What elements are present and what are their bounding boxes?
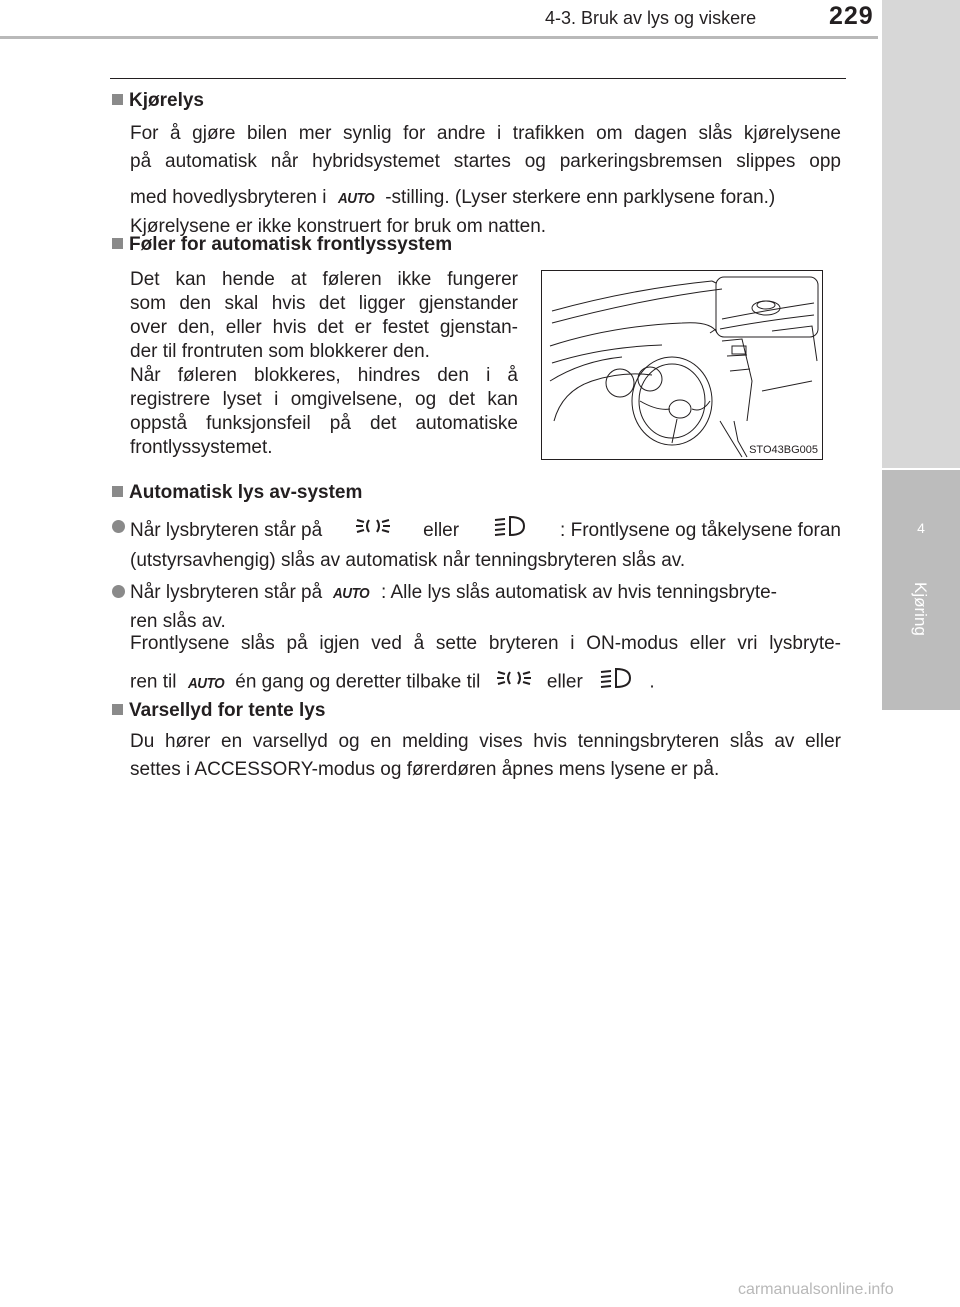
square-bullet-icon — [112, 238, 123, 249]
headlight-icon — [492, 514, 528, 547]
headlight-icon — [598, 666, 634, 699]
content-top-rule — [110, 78, 846, 79]
paragraph-warning: Du hører en varsellyd og en melding vises hvis tenningsbryteren slås av eller settes i ACCESSORY-modus og førerdøren åpnes mens lysene er på. — [130, 731, 841, 780]
header-rule — [0, 36, 878, 39]
round-bullet-icon — [112, 520, 125, 533]
auto-switch-icon: AUTO — [337, 190, 374, 207]
chapter-side-tab — [882, 470, 960, 710]
chapter-number: 4 — [917, 520, 925, 536]
sensor-location-illustration — [541, 270, 823, 460]
round-bullet-icon — [112, 585, 125, 598]
chapter-label: Kjøring — [911, 582, 930, 636]
heading-warning: Varsellyd for tente lys — [112, 700, 325, 722]
figure-code: STO43BG005 — [749, 444, 818, 456]
square-bullet-icon — [112, 486, 123, 497]
tail-light-icon — [496, 667, 532, 698]
paragraph-kjorelys: For å gjøre bilen mer synlig for andre i trafikken om dagen slås kjørelysene på automatisk når hybridsystemet startes og parkeringsbremsen slippes opp med hovedlysbryteren i AUTO -stilling. (Lyser sterkere enn parklysene foran.) Kjørelysene er ikke konstruert for bruk om natten. — [130, 123, 841, 237]
tail-light-icon — [355, 515, 391, 546]
auto-switch-icon: AUTO — [333, 585, 370, 602]
square-bullet-icon — [112, 94, 123, 105]
header-section-title: 4-3. Bruk av lys og viskere — [545, 8, 757, 28]
auto-switch-icon: AUTO — [187, 674, 224, 692]
side-tab-background — [882, 0, 960, 468]
square-bullet-icon — [112, 704, 123, 715]
bullet-item-2: Når lysbryteren står på AUTO : Alle lys slås automatisk av hvis tenningsbryte- ren slås av. — [130, 579, 841, 636]
paragraph-foler: Det kan hende at føleren ikke fungerer som den skal hvis det ligger gjenstander over den, eller hvis det er festet gjenstan- der til frontruten som blokkerer den. Når føleren blokkeres, hindres den i å registrere lyset i omgivelsene, og det kan oppstå funksjonsfeil på det automatiske frontlyssystemet. — [130, 269, 518, 458]
paragraph-auto-off: Frontlysene slås på igjen ved å sette bryteren i ON-modus eller vri lysbryte- ren til AUTO én gang og deretter tilbake til eller . — [130, 630, 841, 699]
page-number: 229 — [829, 2, 874, 30]
heading-auto-off: Automatisk lys av-system — [112, 482, 362, 504]
bullet-item-1: Når lysbryteren står på eller : Frontlysene og tåkelysene foran (utstyrsavhengig) slås av automatisk når tenningsbryteren slås av. — [130, 514, 841, 575]
heading-foler: Føler for automatisk frontlyssystem — [112, 234, 452, 256]
heading-kjorelys: Kjørelys — [112, 90, 204, 112]
watermark: carmanualsonline.info — [738, 1281, 894, 1298]
dashboard-drawing — [542, 271, 822, 459]
